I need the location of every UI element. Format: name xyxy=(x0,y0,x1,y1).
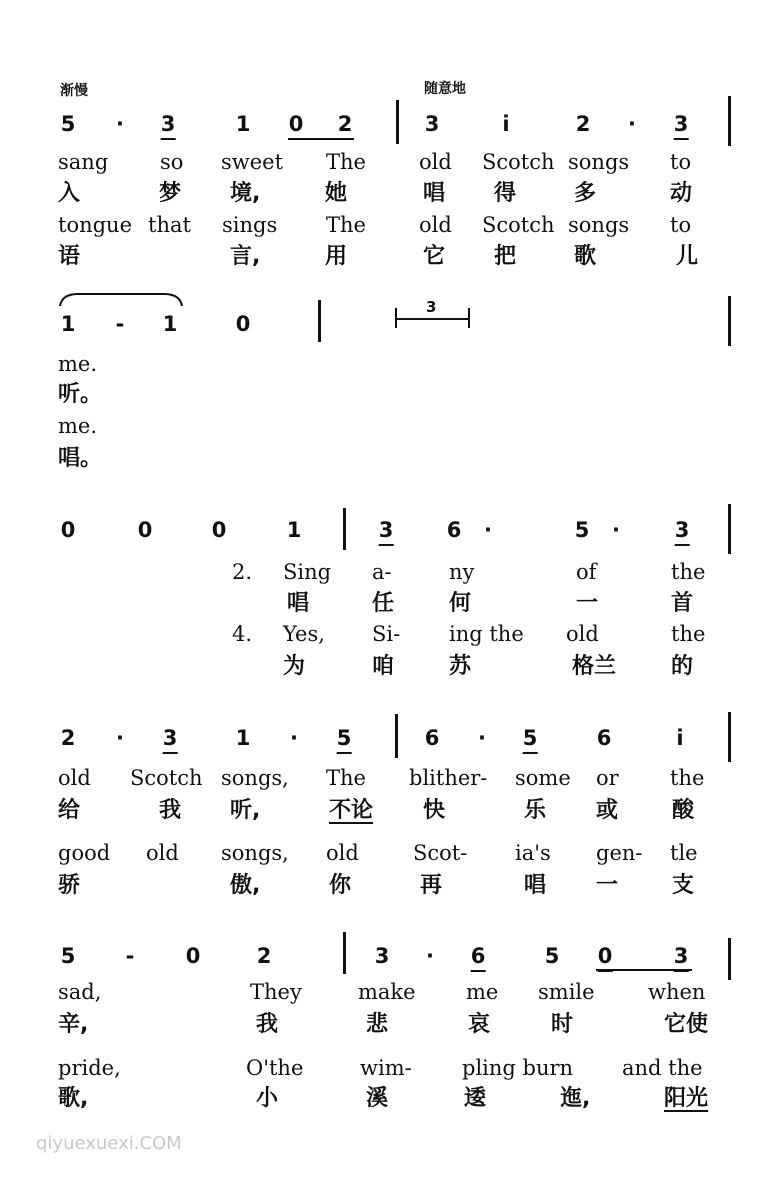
lyric-zh: 乐 xyxy=(524,798,547,823)
note: 2 xyxy=(60,726,76,750)
lyric-zh: 何 xyxy=(449,591,472,616)
note: 6 xyxy=(596,726,612,750)
note: i xyxy=(676,726,684,750)
dot: · xyxy=(478,726,486,750)
triplet-number: 3 xyxy=(426,298,437,316)
note: 3 xyxy=(675,520,690,546)
rest: 0 xyxy=(60,518,76,542)
lyric-en: songs, xyxy=(221,766,289,790)
lyric-en: 2. xyxy=(232,560,253,584)
lyric-zh: 辛, xyxy=(58,1012,89,1037)
lyric-en: pride, xyxy=(58,1056,121,1080)
lyric-en: me. xyxy=(58,352,98,376)
barline xyxy=(396,100,399,144)
lyric-zh: 听, xyxy=(230,798,261,823)
lyric-zh: 唱 xyxy=(287,591,310,616)
lyric-en: good xyxy=(58,841,111,865)
lyric-en: Yes, xyxy=(283,622,325,646)
lyric-zh: 一 xyxy=(576,591,599,616)
lyric-en: sings xyxy=(222,213,278,237)
lyric-zh: 傲, xyxy=(230,873,261,898)
lyric-en: Sing xyxy=(283,560,332,584)
note: 3 xyxy=(379,520,394,546)
note: 3 xyxy=(374,944,390,968)
lyric-en: pling burn xyxy=(462,1056,574,1080)
barline xyxy=(728,712,731,762)
lyric-zh: 唱。 xyxy=(58,446,103,471)
note: 0 xyxy=(598,946,613,972)
lyric-zh: 得 xyxy=(494,181,517,206)
lyric-en: me. xyxy=(58,414,98,438)
lyric-zh: 迤, xyxy=(560,1086,591,1111)
lyric-zh: 小 xyxy=(256,1086,279,1111)
lyric-zh: 歌 xyxy=(574,244,597,269)
lyric-en: Scotch xyxy=(482,213,555,237)
dot: · xyxy=(628,112,636,136)
lyric-en: Scotch xyxy=(130,766,203,790)
note: 5 xyxy=(337,728,352,754)
lyric-zh: 或 xyxy=(596,798,619,823)
note: 1 xyxy=(60,312,76,336)
lyric-zh: 溪 xyxy=(366,1086,389,1111)
lyric-en: 4. xyxy=(232,622,253,646)
barline xyxy=(728,504,731,554)
lyric-zh: 咱 xyxy=(372,654,395,679)
lyric-zh: 首 xyxy=(671,591,694,616)
lyric-en: The xyxy=(326,213,366,237)
note: 2 xyxy=(256,944,272,968)
note: 5 xyxy=(60,944,76,968)
lyric-zh: 给 xyxy=(58,798,81,823)
note: 1 xyxy=(286,518,302,542)
lyric-zh: 骄 xyxy=(58,873,81,898)
lyric-en: ing the xyxy=(449,622,524,646)
lyric-zh: 动 xyxy=(670,181,693,206)
note: 5 xyxy=(544,944,560,968)
lyric-zh: 它 xyxy=(423,244,446,269)
note: 2 xyxy=(575,112,591,136)
barline xyxy=(318,300,321,342)
note: 1 xyxy=(235,726,251,750)
lyric-en: the xyxy=(671,622,706,646)
lyric-zh: 快 xyxy=(423,798,446,823)
lyric-zh: 唱 xyxy=(524,873,547,898)
lyric-en: old xyxy=(326,841,359,865)
site-watermark: qiyuexuexi.COM xyxy=(36,1133,182,1154)
lyric-zh: 她 xyxy=(325,181,348,206)
tempo-marking-ritardando: 渐慢 xyxy=(60,83,88,99)
beam xyxy=(596,969,692,971)
lyric-en: smile xyxy=(538,980,595,1004)
lyric-zh: 言, xyxy=(230,244,261,269)
lyric-en: sad, xyxy=(58,980,102,1004)
dot: · xyxy=(290,726,298,750)
barline xyxy=(728,96,731,146)
lyric-en: Si- xyxy=(372,622,401,646)
triplet-bracket-right xyxy=(468,308,470,328)
barline xyxy=(728,296,731,346)
dash: - xyxy=(125,944,135,968)
lyric-en: songs, xyxy=(221,841,289,865)
lyric-en: wim- xyxy=(360,1056,412,1080)
dot: · xyxy=(426,944,434,968)
note: 5 xyxy=(574,518,590,542)
lyric-zh: 的 xyxy=(671,654,694,679)
note: 6 xyxy=(424,726,440,750)
lyric-en: They xyxy=(250,980,302,1004)
lyric-zh: 阳光 xyxy=(664,1086,709,1111)
lyric-en: to xyxy=(670,213,692,237)
lyric-en: Scotch xyxy=(482,150,555,174)
dash: - xyxy=(115,312,125,336)
lyric-en: old xyxy=(419,213,452,237)
note: 3 xyxy=(161,114,176,140)
note: 5 xyxy=(523,728,538,754)
lyric-en: of xyxy=(576,560,597,584)
note: 1 xyxy=(235,112,251,136)
barline xyxy=(343,932,346,974)
lyric-zh: 我 xyxy=(256,1012,279,1037)
lyric-zh: 为 xyxy=(283,654,306,679)
lyric-zh: 时 xyxy=(551,1012,574,1037)
note: 3 xyxy=(674,946,689,972)
lyric-zh: 境, xyxy=(230,181,261,206)
lyric-en: a- xyxy=(372,560,392,584)
rest: 0 xyxy=(235,312,251,336)
lyric-en: old xyxy=(58,766,91,790)
lyric-en: tle xyxy=(670,841,698,865)
triplet-bracket-line xyxy=(395,318,469,320)
lyric-zh: 入 xyxy=(58,181,81,206)
note: 6 xyxy=(446,518,462,542)
lyric-zh: 一 xyxy=(596,873,619,898)
lyric-en: to xyxy=(670,150,692,174)
lyric-zh: 用 xyxy=(325,244,348,269)
lyric-en: gen- xyxy=(596,841,643,865)
lyric-zh: 我 xyxy=(159,798,182,823)
lyric-en: songs xyxy=(568,150,630,174)
lyric-en: the xyxy=(670,766,705,790)
lyric-zh: 把 xyxy=(494,244,517,269)
lyric-en: so xyxy=(160,150,184,174)
tempo-marking-ad-libitum: 随意地 xyxy=(424,81,466,97)
lyric-zh: 它使 xyxy=(664,1012,709,1037)
note: 3 xyxy=(424,112,440,136)
lyric-zh: 酸 xyxy=(672,798,695,823)
beam xyxy=(288,138,354,140)
note: 1 xyxy=(162,312,178,336)
barline xyxy=(343,508,346,550)
lyric-en: some xyxy=(515,766,571,790)
lyric-en: and the xyxy=(622,1056,703,1080)
lyric-en: blither- xyxy=(409,766,488,790)
lyric-zh: 梦 xyxy=(159,181,182,206)
lyric-zh: 悲 xyxy=(366,1012,389,1037)
lyric-zh: 歌, xyxy=(58,1086,89,1111)
lyric-zh: 格兰 xyxy=(572,654,617,679)
note: 2 xyxy=(338,114,353,140)
dot: · xyxy=(612,518,620,542)
lyric-en: old xyxy=(566,622,599,646)
lyric-en: Scot- xyxy=(413,841,468,865)
note: 3 xyxy=(674,114,689,140)
lyric-zh: 苏 xyxy=(449,654,472,679)
lyric-en: O'the xyxy=(246,1056,304,1080)
tie-arc xyxy=(58,290,184,308)
lyric-en: that xyxy=(148,213,191,237)
lyric-zh: 逶 xyxy=(464,1086,487,1111)
lyric-en: tongue xyxy=(58,213,133,237)
rest: 0 xyxy=(137,518,153,542)
lyric-zh: 任 xyxy=(372,591,395,616)
rest: 0 xyxy=(185,944,201,968)
lyric-en: old xyxy=(419,150,452,174)
lyric-en: ia's xyxy=(515,841,551,865)
note: 3 xyxy=(163,728,178,754)
lyric-en: when xyxy=(648,980,706,1004)
lyric-zh: 唱 xyxy=(423,181,446,206)
lyric-zh: 支 xyxy=(672,873,695,898)
lyric-en: the xyxy=(671,560,706,584)
dot: · xyxy=(484,518,492,542)
lyric-zh: 哀 xyxy=(468,1012,491,1037)
lyric-en: make xyxy=(358,980,416,1004)
lyric-zh: 多 xyxy=(574,181,597,206)
lyric-en: The xyxy=(326,766,366,790)
note: i xyxy=(502,112,510,136)
dot: · xyxy=(116,726,124,750)
lyric-zh: 听。 xyxy=(58,382,103,407)
note: 5 xyxy=(60,112,76,136)
barline xyxy=(728,938,731,980)
lyric-en: sang xyxy=(58,150,109,174)
lyric-en: old xyxy=(146,841,179,865)
lyric-en: or xyxy=(596,766,619,790)
lyric-en: ny xyxy=(449,560,475,584)
lyric-zh: 语 xyxy=(58,244,81,269)
rest: 0 xyxy=(211,518,227,542)
dot: · xyxy=(116,112,124,136)
lyric-en: me xyxy=(466,980,499,1004)
lyric-zh: 再 xyxy=(420,873,443,898)
note: 6 xyxy=(471,946,486,972)
barline xyxy=(395,714,398,758)
lyric-zh: 你 xyxy=(329,873,352,898)
lyric-zh: 儿 xyxy=(676,244,699,269)
lyric-en: sweet xyxy=(221,150,284,174)
lyric-en: The xyxy=(326,150,366,174)
lyric-en: songs xyxy=(568,213,630,237)
note: 0 xyxy=(289,114,304,140)
lyric-zh: 不论 xyxy=(329,798,374,823)
